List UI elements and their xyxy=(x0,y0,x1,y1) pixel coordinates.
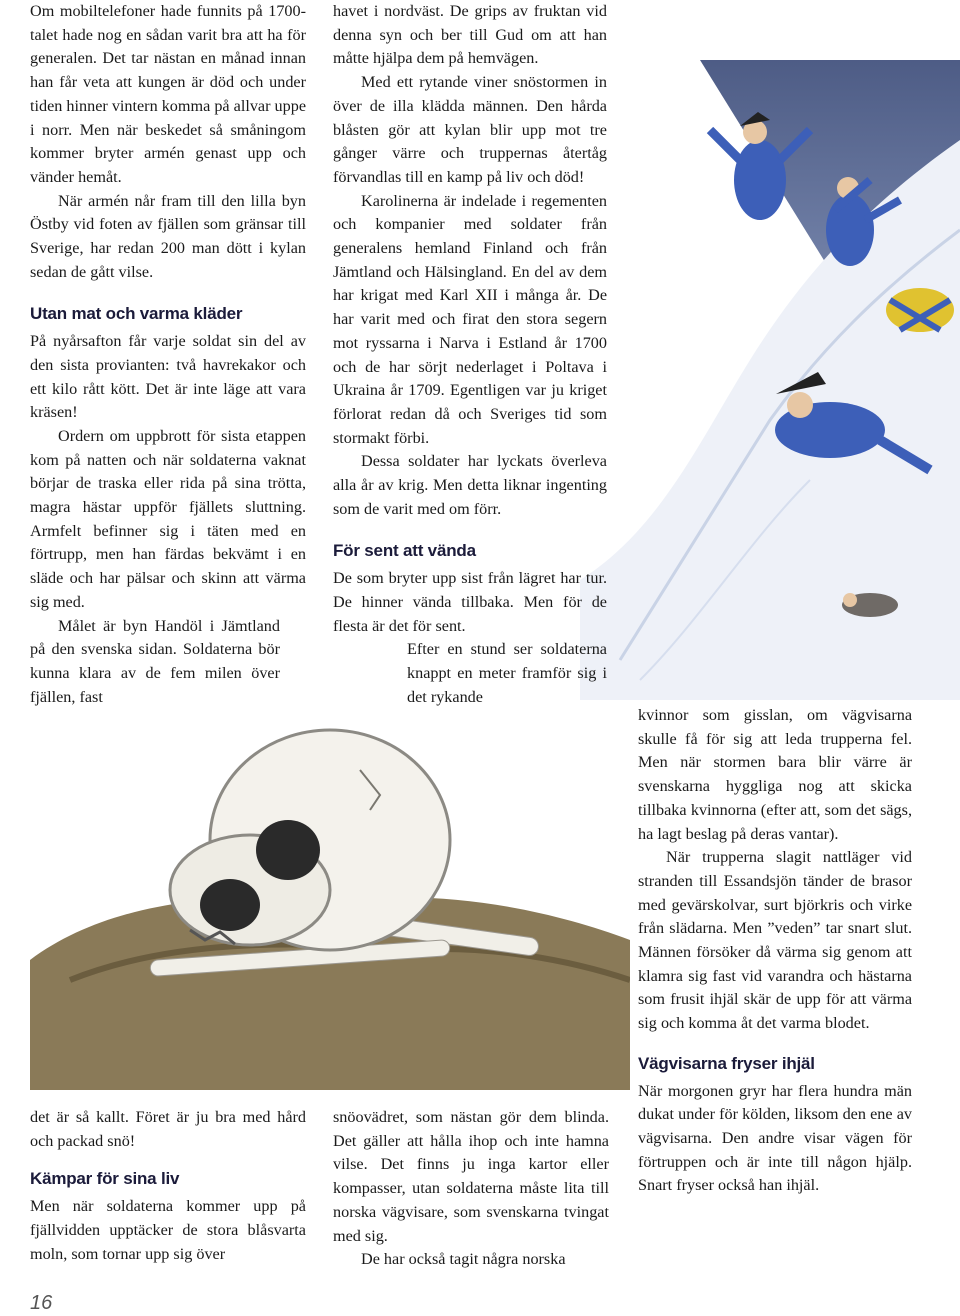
paragraph: Efter en stund ser soldaterna knappt en meter framför sig i det rykande xyxy=(407,640,607,706)
section-heading: Utan mat och varma kläder xyxy=(30,304,243,324)
text-column-3 xyxy=(638,704,912,1198)
paragraph: De som bryter upp sist från lägret har tur. De hinner vända tillbaka. Men för de flesta är det för sent. xyxy=(333,569,607,635)
text-column-1-bottom xyxy=(30,1106,306,1266)
paragraph: Men när soldaterna kommer upp på fjällvidden upptäcker de stora blåsvarta moln, som tornar upp sig över xyxy=(30,1197,306,1263)
page-number: 16 xyxy=(30,1292,53,1314)
paragraph: Dessa soldater har lyckats överleva alla år av krig. Men detta liknar ingenting som de varit med om förr. xyxy=(333,452,607,518)
paragraph: Om mobiltelefoner hade funnits på 1700-talet hade nog en sådan varit bra att ha för generalen. Det tar nästan en månad innan han får veta att kungen är död och under tiden hinner vintern komma på allvar uppe i norr. Men när beskedet så småningom kommer bryter armén genast upp och vänder hemåt. xyxy=(30,2,307,186)
paragraph: När armén når fram till den lilla byn Östby vid foten av fjällen som gränsar till Sverige, har redan 200 man dött i kylan sedan de gått vilse. xyxy=(30,191,306,281)
paragraph: Målet är byn Handöl i Jämtland på den svenska sidan. Soldaterna bör kunna klara av de fem milen över fjällen, fast xyxy=(30,616,280,706)
paragraph: kvinnor som gisslan, om vägvisarna skulle få för sig att leda trupperna fel. Men när stormen bara blir värre är svenskarna hyggliga nog att skicka tillbaka kvinnorna (efter att, som det sägs, ha lagt beslag på deras vantar). xyxy=(638,706,912,843)
text-column-1 xyxy=(30,0,306,709)
text-column-2 xyxy=(333,0,607,709)
paragraph: När trupperna slagit nattläger vid stranden till Essandsjön tänder de brasor med gevärskolvar, surt björkris och virke från slädarna. Men ”veden” tar snart slut. Männen försöker då värma sig genom att klamra sig fast vid varandra och hästarna som frusit ihjäl skär de upp för att värma sig och komma åt det varma blodet. xyxy=(638,848,912,1033)
paragraph: När morgonen gryr har flera hundra män dukat under för kölden, liksom den ene av vägvisarna. Den andre visar vägen för förtruppen och är inte till någon hjälp. Snart fryser också han ihjäl. xyxy=(638,1081,912,1195)
skull-illustration xyxy=(30,700,630,1090)
paragraph: Med ett rytande viner snöstormen in över de illa klädda männen. Den hårda blåsten gör att kylan blir upp mot tre gånger värre och truppernas återtåg förvandlas till en kamp på liv och död! xyxy=(333,73,607,186)
section-heading: Vägvisarna fryser ihjäl xyxy=(638,1053,815,1073)
paragraph: Karolinerna är indelade i regementen och kompanier med soldater från generalens hemland Finland och från Jämtland och Hälsingland. En del av dem har krigat med Karl XII i många år. De har varit med och firat den stora segern mot ryssarna i Narva i Estland år 1700 och de har sörjt nederlaget i Poltava i Ukraina år 1709. Egentligen var ju kriget förlorat redan då och Sveriges tid som stormakt förbi. xyxy=(333,191,607,447)
text-column-2-bottom xyxy=(333,1106,609,1272)
paragraph: De har också tagit några norska xyxy=(361,1250,566,1269)
paragraph: På nyårsafton får varje soldat sin del av den sista provianten: två havrekakor och ett kilo rått kött. Det är inte läge att vara kräsen! xyxy=(30,332,306,422)
snow-slope-illustration xyxy=(580,60,960,700)
paragraph: Ordern om uppbrott för sista etappen kom på natten och när soldaterna vaknat börjar de traska eller rida på sina trötta, magra hästar uppför fjällets sluttning. Armfelt befinner sig i täten med en förtrupp, men han färdas bekvämt i en släde och har pälsar och skinn att värma sig med. xyxy=(30,426,306,611)
section-heading: Kämpar för sina liv xyxy=(30,1169,180,1189)
soldier-figure xyxy=(886,288,954,332)
paragraph: snöovädret, som nästan gör dem blinda. Det gäller att hålla ihop och inte hamna vilse. Det finns ju inga kartor eller kompasser, utan soldaterna måste lita till norska vägvisare, som svenskarna tvingat med sig. xyxy=(333,1108,609,1245)
paragraph: det är så kallt. Föret är ju bra med hård och packad snö! xyxy=(30,1108,306,1150)
section-heading: För sent att vända xyxy=(333,541,476,561)
skull xyxy=(170,730,450,950)
fallen-soldier xyxy=(842,593,898,617)
paragraph: havet i nordväst. De grips av fruktan vid denna syn och ber till Gud om att han måtte hjälpa dem på hemvägen. xyxy=(333,2,607,68)
